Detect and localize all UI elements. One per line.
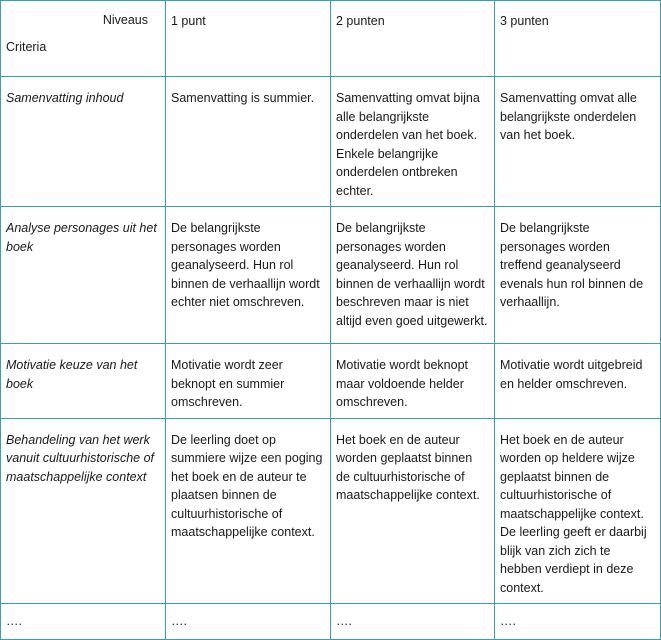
- level-header-3: 3 punten: [495, 1, 661, 77]
- criteria-label: Criteria: [6, 39, 47, 54]
- level-cell: Samenvatting omvat alle belangrijkste onderdelen van het boek.: [495, 77, 661, 207]
- level-cell: Motivatie wordt zeer beknopt en summier omschreven.: [166, 344, 331, 419]
- corner-header-cell: [1, 1, 166, 77]
- level-cell: ….: [495, 604, 661, 640]
- level-cell: De leerling doet op summiere wijze een poging het boek en de auteur te plaatsen binnen de cultuurhistorische of maatschappelijke context.: [166, 418, 331, 604]
- table-row: [1, 344, 661, 419]
- table-row: [1, 77, 661, 207]
- criterion-cell: Samenvatting inhoud: [1, 77, 166, 207]
- criterion-cell: ….: [1, 604, 166, 640]
- level-cell: Het boek en de auteur worden geplaatst binnen de cultuurhistorische of maatschappelijke context.: [331, 418, 495, 604]
- level-cell: Motivatie wordt uitgebreid en helder omschreven.: [495, 344, 661, 419]
- level-cell: De belangrijkste personages worden treffend geanalyseerd evenals hun rol binnen de verhaallijn.: [495, 207, 661, 344]
- level-cell: Motivatie wordt beknopt maar voldoende helder omschreven.: [331, 344, 495, 419]
- level-cell: De belangrijkste personages worden geanalyseerd. Hun rol binnen de verhaallijn wordt beschreven maar is niet altijd even goed uitgewerkt.: [331, 207, 495, 344]
- level-cell: ….: [166, 604, 331, 640]
- level-cell: Het boek en de auteur worden op heldere wijze geplaatst binnen de cultuurhistorische of maatschappelijke context. De leerling geeft er daarbij blijk van zich zich te hebben verdiept in deze context.: [495, 418, 661, 604]
- level-cell: De belangrijkste personages worden geanalyseerd. Hun rol binnen de verhaallijn wordt echter niet omschreven.: [166, 207, 331, 344]
- level-cell: ….: [331, 604, 495, 640]
- table-row: [1, 604, 661, 640]
- table-row: [1, 418, 661, 604]
- level-header-2: 2 punten: [331, 1, 495, 77]
- level-cell: Samenvatting is summier.: [166, 77, 331, 207]
- criterion-cell: Motivatie keuze van het boek: [1, 344, 166, 419]
- niveaus-label: Niveaus: [102, 13, 148, 27]
- criterion-cell: Behandeling van het werk vanuit cultuurhistorische of maatschappelijke context: [1, 418, 166, 604]
- level-header-1: 1 punt: [166, 1, 331, 77]
- level-cell: Samenvatting omvat bijna alle belangrijkste onderdelen van het boek. Enkele belangrijke onderdelen ontbreken echter.: [331, 77, 495, 207]
- criterion-cell: Analyse personages uit het boek: [1, 207, 166, 344]
- header-row: [1, 1, 661, 77]
- table-row: [1, 207, 661, 344]
